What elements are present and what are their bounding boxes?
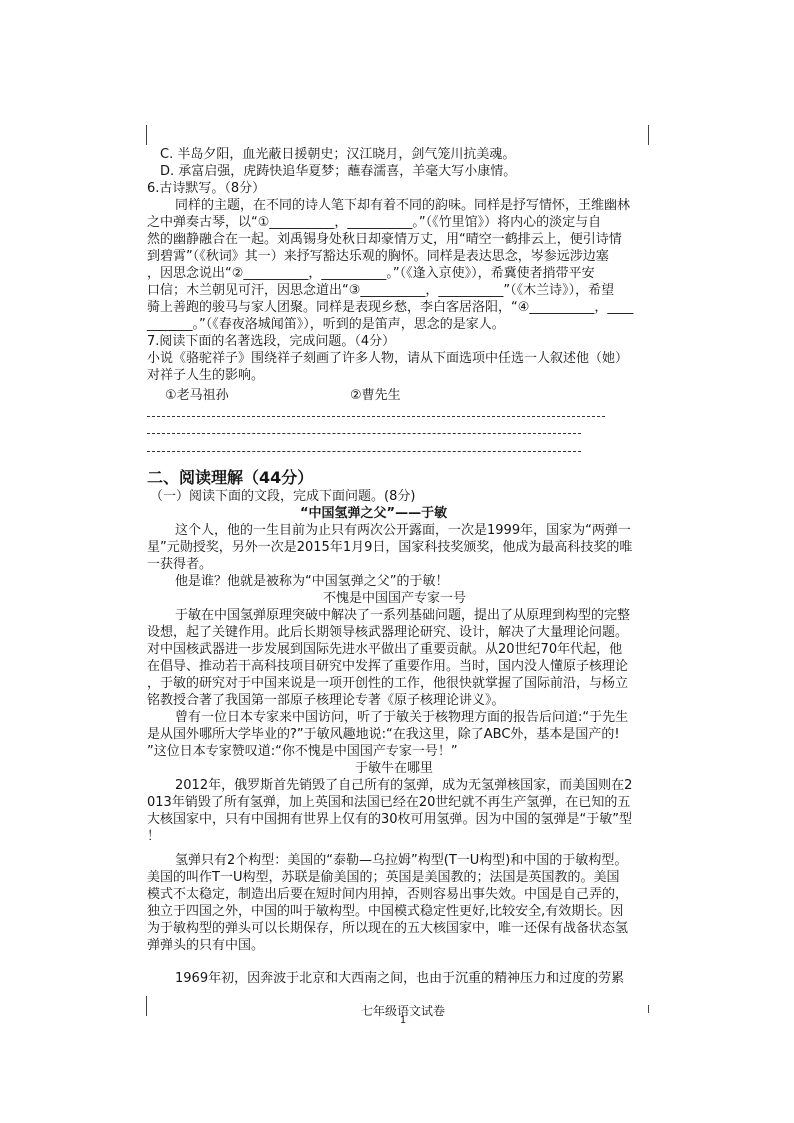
question-7-text: 小说《骆驼祥子》围绕祥子刻画了许多人物，请从下面选项中任选一人叙述他（她） (147, 351, 629, 366)
question-6-text: 骑上善跑的骏马与家人团聚。同样是表现乡愁，李白客居洛阳，“④__________，____ (147, 300, 634, 315)
paragraph-line: 这个人，他的一生目前为止只有两次公开露面，一次是1999年，国家为“两弹一 (175, 523, 631, 538)
subsection-1-heading: （一）阅读下面的文段，完成下面问题。(8分) (150, 489, 416, 504)
paragraph-line: 铭教授合著了我国第一部原子核理论专著《原子核理论讲义》。 (147, 693, 505, 708)
answer-line (147, 433, 581, 434)
paragraph-line: ！ (147, 829, 161, 844)
paragraph-line: ，于敏的研究对于中国来说是一项开创性的工作，他很快就掌握了国际前沿，与杨立 (147, 676, 629, 691)
crop-mark-bottom-left (146, 996, 147, 1016)
paragraph-line: 一获得者。 (147, 557, 213, 572)
question-6-text: 之中弹奏古琴，以“①__________，__________。”（《竹里馆》）将内心的淡定与自 (147, 215, 602, 230)
question-6-text: 到碧霄”（《秋词》其一）来抒写豁达乐观的胸怀。同样是表达思念，岑参远涉边塞 (147, 249, 609, 264)
paragraph-line: 模式不太稳定，制造出后要在短时间内用掉，否则容易出事失效。中国是自己弄的， (147, 887, 629, 902)
option-c: C. 半岛夕阳，血光蔽日援朝史；汉江晓月，剑气笼川抗美魂。 (160, 147, 516, 162)
answer-line (147, 416, 605, 417)
paragraph-line: 美国的叫作T一U构型，苏联是偷美国的；英国是美国教的；法国是英国教的。美国 (147, 870, 620, 885)
paragraph-line: 氢弹只有2个构型：美国的“泰勒—乌拉姆”构型(T一U构型)和中国的于敏构型。 (175, 853, 628, 868)
paragraph-line: 在倡导、推动若干高科技项目研究中发挥了重要作用。当时，国内没人懂原子核理论 (147, 659, 629, 674)
paragraph-line: 曾有一位日本专家来中国访问，听了于敏关于核物理方面的报告后问道:“于先生 (175, 710, 629, 725)
question-6-text: ，因思念说出“②__________，__________。”（《逢入京使》），希冀使者捎带平安 (147, 266, 595, 281)
paragraph-line: 星”元勋授奖，另外一次是2015年1月9日，国家科技奖颁奖，他成为最高科技奖的唯 (147, 540, 633, 555)
crop-mark-top-left (146, 125, 147, 145)
paragraph-line: 独立于四国之外，中国的叫于敏构型。中国模式稳定性更好,比较安全,有效期长。因 (147, 904, 624, 919)
option-d: D. 承富启强，虎踌快追华夏梦；蘸春濡喜，羊毫大写小康情。 (160, 164, 517, 179)
section-subtitle: 不愧是中国国产专家一号 (323, 591, 467, 606)
paragraph-line: 大核国家中，只有中国拥有世界上仅有的30枚可用氢弹。因为中国的氢弹是“于敏”型 (147, 812, 633, 827)
paragraph-line: 他是谁？他就是被称为“中国氢弹之父”的于敏！ (175, 574, 449, 589)
question-6-text: _______。”（《春夜洛城闻笛》），听到的是笛声，思念的是家人。 (147, 317, 505, 332)
paragraph-line: 是从国外哪所大学毕业的?”于敏风趣地说:“在我这里，除了ABC外，基本是国产的! (147, 727, 620, 742)
question-7-heading: 7.阅读下面的名著选段，完成问题。（4分） (147, 334, 396, 349)
option-1: ①老马祖孙 (165, 388, 229, 403)
section-subtitle: 于敏牛在哪里 (355, 761, 434, 776)
paragraph-line: ”这位日本专家赞叹道:“你不愧是中国国产专家一号！” (147, 744, 458, 759)
paragraph-line: 2012年，俄罗斯首先销毁了自己所有的氢弹，成为无氢弹核国家，而美国则在2 (175, 778, 633, 793)
question-6-text: 同样的主题，在不同的诗人笔下却有着不同的韵味。同样是抒写情怀，王维幽林 (175, 198, 631, 213)
paragraph-line: 弹弹头的只有中国。 (147, 938, 265, 953)
page-number: 1 (399, 1015, 407, 1026)
footer-title: 七年级语文试卷 (360, 1004, 445, 1018)
question-6-heading: 6.古诗默写。（8分） (147, 181, 266, 196)
question-6-text: 口信；木兰朝见可汗，因思念道出“③__________，__________”（《木兰诗》），希望 (147, 283, 615, 298)
question-6-text: 然的幽静融合在一起。刘禹锡身处秋日却豪情万丈，用“晴空一鹤排云上，便引诗情 (147, 232, 622, 247)
question-7-text: 对祥子人生的影响。 (147, 368, 265, 383)
option-2: ②曹先生 (350, 388, 401, 403)
paragraph-line: 为于敏构型的弹头可以长期保存，所以现在的五大核国家中，唯一还保有战备状态氢 (147, 921, 629, 936)
crop-mark-bottom-right (648, 1005, 649, 1013)
paragraph-line: 1969年初，因奔波于北京和大西南之间，也由于沉重的精神压力和过度的劳累 (175, 971, 625, 986)
answer-line (147, 451, 581, 452)
paragraph-line: 设想，起了关键作用。此后长期领导核武器理论研究、设计，解决了大量理论问题。 (147, 625, 629, 640)
paragraph-line: 于敏在中国氢弹原理突破中解决了一系列基础问题，提出了从原理到构型的完整 (175, 608, 631, 623)
paragraph-line: 对中国核武器进一步发展到国际先进水平做出了重要贡献。从20世纪70年代起，他 (147, 642, 623, 657)
crop-mark-top-right (648, 125, 649, 145)
paragraph-line: 013年销毁了所有氢弹，加上英国和法国已经在20世纪就不再生产氢弹，在已知的五 (147, 795, 631, 810)
article-title: “中国氢弹之父”——于敏 (300, 506, 448, 521)
section-2-heading: 二、阅读理解（44分） (147, 468, 314, 487)
